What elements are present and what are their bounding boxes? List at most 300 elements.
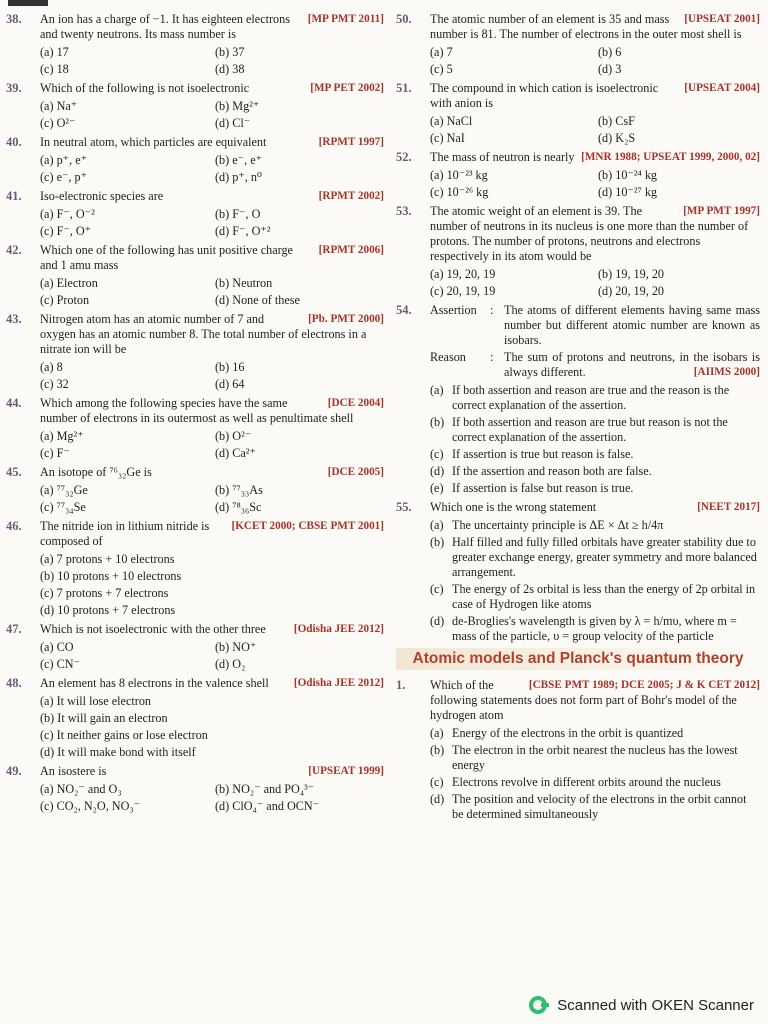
option-label: (a) [40, 45, 54, 59]
option-label: (a) [40, 153, 54, 167]
option-text: If both assertion and reason are true and the reason is the correct explanation of the assertion. [452, 383, 730, 412]
exam-source: [NEET 2017] [697, 501, 760, 513]
option-label: (c) [40, 586, 54, 600]
option-text: e⁻, e⁺ [232, 153, 263, 167]
question-item [6, 396, 384, 461]
option-text: 20, 19, 20 [615, 284, 665, 298]
question-item [6, 622, 384, 672]
option-label: (c) [40, 446, 54, 460]
option-label: (a) [430, 267, 444, 281]
option-text: The position and velocity of the electrons in the orbit cannot be determined simultaneously [452, 792, 747, 821]
question-body: Nitrogen atom has an atomic number of 7 and oxygen has an atomic number 8. The total number of electrons in a nitrate ion will be [40, 312, 367, 356]
option-label: (b) [215, 207, 230, 221]
exam-source: [MP PMT 2011] [307, 13, 384, 25]
option-text: e⁻, p⁺ [56, 170, 88, 184]
option-label: (a) [430, 114, 444, 128]
question-text [40, 81, 384, 96]
option-label: (a) [40, 276, 54, 290]
question-number: 49. [6, 764, 22, 778]
question-item [6, 764, 384, 814]
reason-text [504, 350, 760, 380]
option-item [430, 415, 760, 445]
option-text: p⁺, e⁺ [56, 153, 88, 167]
option-item [430, 535, 760, 580]
options-list [430, 518, 760, 644]
option-item [40, 360, 209, 375]
option-item [40, 728, 384, 743]
watermark-text: Scanned with OKEN Scanner [557, 996, 754, 1014]
option-item [598, 168, 760, 183]
option-label: (c) [40, 293, 54, 307]
question-number: 55. [396, 500, 412, 514]
option-text: Mg²⁺ [232, 99, 260, 113]
options-list [40, 99, 384, 131]
option-label: (c) [40, 500, 54, 514]
option-item [430, 62, 592, 77]
option-text: Electron [56, 276, 98, 290]
option-label: (c) [40, 62, 54, 76]
option-text: 10 protons + 7 electrons [57, 603, 176, 617]
option-text: CO₂, N₂O, NO₃⁻ [56, 799, 141, 813]
options-list [40, 782, 384, 814]
option-label: (b) [40, 711, 55, 725]
option-item [40, 603, 384, 618]
option-text: Ca²⁺ [232, 446, 256, 460]
option-label: (b) [430, 743, 445, 757]
option-label: (d) [430, 614, 445, 628]
colon: : [490, 303, 494, 317]
question-text [430, 204, 760, 264]
exam-source: [RPMT 2002] [318, 190, 384, 202]
option-item [215, 360, 384, 375]
option-text: The energy of 2s orbital is less than the energy of 2p orbital in case of Hydrogen like atoms [452, 582, 756, 611]
option-text: ⁷⁸₃₆Sc [232, 500, 262, 514]
option-item [215, 116, 384, 131]
option-label: (c) [430, 131, 444, 145]
options-list [40, 276, 384, 308]
option-text: 10⁻²⁴ kg [615, 168, 658, 182]
option-item [598, 62, 760, 77]
option-text: 19, 19, 20 [615, 267, 665, 281]
option-label: (c) [40, 116, 54, 130]
option-text: Energy of the electrons in the orbit is quantized [452, 726, 684, 740]
option-label: (c) [430, 582, 444, 596]
option-item [215, 483, 384, 498]
option-label: (b) [430, 535, 445, 549]
question-body: The atomic weight of an element is 39. The number of neutrons in its nucleus is one more than the number of protons. The number of protons, neutrons and electrons respectively in its atom would be [430, 204, 749, 263]
question-item [396, 81, 760, 146]
question-body: Which of the following statements does not form part of Bohr's model of the hydrogen atom [430, 678, 737, 722]
option-text: 10⁻²⁷ kg [615, 185, 658, 199]
question-item [396, 500, 760, 644]
option-label: (a) [40, 782, 54, 796]
option-label: (b) [215, 483, 230, 497]
option-item [215, 446, 384, 461]
question-body: Which one is the wrong statement [430, 500, 597, 514]
option-item [40, 153, 209, 168]
option-label: (a) [40, 360, 54, 374]
question-text [40, 396, 384, 426]
option-label: (a) [40, 429, 54, 443]
question-body: The atomic number of an element is 35 and mass number is 81. The number of electrons in the outer most shell is [430, 12, 742, 41]
option-text: 64 [232, 377, 245, 391]
option-text: The electron in the orbit nearest the nucleus has the lowest energy [452, 743, 738, 772]
option-text: Proton [56, 293, 90, 307]
option-item [215, 153, 384, 168]
option-item [40, 569, 384, 584]
question-text [40, 764, 384, 779]
option-item [430, 464, 760, 479]
option-label: (c) [40, 224, 54, 238]
option-text: F⁻, O [232, 207, 261, 221]
question-item [396, 303, 760, 496]
question-item [396, 678, 760, 822]
exam-source: [UPSEAT 2004] [684, 82, 760, 94]
option-item [40, 170, 209, 185]
option-text: K₂S [615, 131, 636, 145]
option-label: (c) [430, 775, 444, 789]
option-item [215, 207, 384, 222]
option-item [40, 694, 384, 709]
option-text: de-Broglies's wavelength is given by λ = h/mυ, where m = mass of the particle, υ = group velocity of the particle [452, 614, 737, 643]
options-list [40, 429, 384, 461]
option-text: Half filled and fully filled orbitals have greater stability due to greater exchange energy, greater symmetry and more balanced arrangement. [452, 535, 757, 579]
option-label: (b) [215, 276, 230, 290]
option-item [40, 45, 209, 60]
option-item [598, 284, 760, 299]
option-item [215, 293, 384, 308]
question-number: 39. [6, 81, 22, 95]
question-number: 44. [6, 396, 22, 410]
option-label: (b) [215, 153, 230, 167]
option-text: 20, 19, 19 [446, 284, 496, 298]
option-item [40, 657, 209, 672]
option-label: (d) [215, 293, 230, 307]
question-item [6, 519, 384, 618]
option-label: (d) [598, 62, 613, 76]
question-number: 48. [6, 676, 22, 690]
option-label: (d) [40, 745, 55, 759]
option-label: (b) [40, 569, 55, 583]
option-label: (b) [215, 360, 230, 374]
exam-source: [DCE 2005] [327, 466, 384, 478]
section-heading: Atomic models and Planck's quantum theory [396, 648, 760, 670]
question-number: 41. [6, 189, 22, 203]
option-text: 38 [232, 62, 245, 76]
option-text: None of these [232, 293, 300, 307]
question-item [6, 12, 384, 77]
option-text: 19, 20, 19 [446, 267, 496, 281]
question-text [40, 135, 384, 150]
question-body: An isotope of ⁷⁶₃₂Ge is [40, 465, 152, 479]
exam-source: [KCET 2000; CBSE PMT 2001] [231, 520, 384, 532]
question-body: An element has 8 electrons in the valence shell [40, 676, 269, 690]
option-label: (a) [40, 552, 54, 566]
option-label: (d) [215, 446, 230, 460]
option-text: O²⁻ [232, 429, 252, 443]
question-body: The mass of neutron is nearly [430, 150, 575, 164]
question-text [430, 500, 760, 515]
option-text: 10⁻²³ kg [446, 168, 488, 182]
option-label: (e) [430, 481, 444, 495]
option-label: (b) [598, 168, 613, 182]
option-label: (d) [598, 185, 613, 199]
options-list [40, 360, 384, 392]
exam-source: [Odisha JEE 2012] [293, 677, 384, 689]
exam-source: [UPSEAT 2001] [684, 13, 760, 25]
option-item [40, 446, 209, 461]
page-top-strip [8, 0, 48, 6]
question-item [6, 465, 384, 515]
option-item [215, 782, 384, 797]
option-item [40, 224, 209, 239]
option-text: F⁻ [56, 446, 70, 460]
option-item [40, 640, 209, 655]
option-label: (a) [40, 694, 54, 708]
option-item [215, 170, 384, 185]
right-column [396, 12, 760, 826]
reason-label: Reason [430, 350, 466, 364]
exam-source: [MP PET 2002] [310, 82, 384, 94]
option-text: 6 [615, 45, 622, 59]
option-label: (a) [430, 45, 444, 59]
option-text: 7 protons + 7 electrons [56, 586, 169, 600]
option-label: (d) [215, 799, 230, 813]
option-item [430, 775, 760, 790]
option-label: (b) [215, 782, 230, 796]
option-text: CN⁻ [56, 657, 80, 671]
option-item [40, 429, 209, 444]
option-label: (b) [598, 45, 613, 59]
option-text: Electrons revolve in different orbits around the nucleus [452, 775, 721, 789]
option-item [40, 782, 209, 797]
option-text: F⁻, O⁺ [56, 224, 92, 238]
options-list [430, 114, 760, 146]
assertion-row [430, 303, 760, 348]
option-label: (c) [430, 447, 444, 461]
option-label: (d) [430, 792, 445, 806]
option-text: It will make bond with itself [57, 745, 196, 759]
question-number: 42. [6, 243, 22, 257]
option-label: (c) [40, 657, 54, 671]
assertion-label: Assertion [430, 303, 477, 317]
option-item [215, 640, 384, 655]
options-list [430, 726, 760, 822]
option-item [40, 586, 384, 601]
option-text: 7 protons + 10 electrons [56, 552, 175, 566]
option-label: (d) [598, 131, 613, 145]
option-text: O₂ [232, 657, 246, 671]
option-item [215, 99, 384, 114]
option-item [40, 483, 209, 498]
option-item [215, 377, 384, 392]
option-text: Neutron [232, 276, 273, 290]
option-item [430, 114, 592, 129]
option-item [40, 293, 209, 308]
option-item [430, 45, 592, 60]
question-text [40, 189, 384, 204]
option-label: (c) [430, 185, 444, 199]
question-item [6, 676, 384, 760]
exam-source: [Pb. PMT 2000] [308, 313, 384, 325]
option-text: It will gain an electron [57, 711, 168, 725]
option-text: It neither gains or lose electron [56, 728, 208, 742]
option-text: NO₂⁻ and O₃ [56, 782, 122, 796]
options-list [40, 552, 384, 618]
option-label: (d) [40, 603, 55, 617]
option-item [598, 185, 760, 200]
option-item [598, 131, 760, 146]
option-item [215, 276, 384, 291]
question-number: 47. [6, 622, 22, 636]
option-label: (c) [430, 284, 444, 298]
option-label: (d) [215, 62, 230, 76]
option-label: (d) [430, 464, 445, 478]
option-item [40, 377, 209, 392]
option-item [40, 500, 209, 515]
option-text: p⁺, n⁰ [232, 170, 262, 184]
question-body: Iso-electronic species are [40, 189, 164, 203]
options-list [430, 45, 760, 77]
colon: : [490, 350, 494, 364]
option-text: 3 [615, 62, 622, 76]
question-body: An isostere is [40, 764, 107, 778]
option-text: 17 [56, 45, 69, 59]
option-label: (a) [430, 518, 444, 532]
question-text [430, 150, 760, 165]
option-label: (b) [430, 415, 445, 429]
question-item [6, 243, 384, 308]
exam-source: [RPMT 1997] [318, 136, 384, 148]
question-text [40, 519, 384, 549]
options-list [430, 267, 760, 299]
option-label: (b) [215, 640, 230, 654]
option-item [40, 745, 384, 760]
question-item [6, 81, 384, 131]
question-item [6, 312, 384, 392]
option-item [430, 726, 760, 741]
question-body: Which is not isoelectronic with the other three [40, 622, 266, 636]
exam-source: [AIIMS 2000] [693, 366, 760, 378]
option-item [215, 657, 384, 672]
question-text [430, 678, 760, 723]
option-item [430, 168, 592, 183]
option-item [430, 284, 592, 299]
option-label: (d) [215, 377, 230, 391]
exam-source: [RPMT 2006] [318, 244, 384, 256]
option-label: (d) [215, 116, 230, 130]
question-number: 46. [6, 519, 22, 533]
options-list [430, 383, 760, 496]
question-text [430, 81, 760, 111]
option-item [215, 224, 384, 239]
question-number: 1. [396, 678, 406, 692]
option-label: (a) [40, 483, 54, 497]
question-number: 40. [6, 135, 22, 149]
option-text: ⁷⁷₃₂Ge [56, 483, 88, 497]
option-text: If the assertion and reason both are false. [452, 464, 652, 478]
option-label: (d) [215, 224, 230, 238]
question-text [40, 622, 384, 637]
option-label: (a) [430, 168, 444, 182]
exam-source: [DCE 2004] [327, 397, 384, 409]
question-body: Which among the following species have the same number of electrons in its outermost as well as penultimate shell [40, 396, 354, 425]
option-text: Mg²⁺ [56, 429, 84, 443]
option-text: 8 [56, 360, 63, 374]
option-item [430, 185, 592, 200]
option-label: (a) [40, 99, 54, 113]
question-number: 52. [396, 150, 412, 164]
option-text: It will lose electron [56, 694, 152, 708]
question-item [396, 150, 760, 200]
option-text: NO₂⁻ and PO₄³⁻ [232, 782, 315, 796]
oken-logo-icon [529, 996, 547, 1014]
question-number: 54. [396, 303, 412, 317]
option-text: If assertion is true but reason is false. [452, 447, 634, 461]
assertion-text: The atoms of different elements having same mass number but different atomic number are known as isobars. [504, 303, 760, 347]
option-label: (a) [40, 207, 54, 221]
option-text: NaCl [446, 114, 473, 128]
option-item [215, 799, 384, 814]
option-label: (c) [430, 62, 444, 76]
question-text [40, 312, 384, 357]
question-body: Which of the following is not isoelectronic [40, 81, 250, 95]
option-item [430, 792, 760, 822]
reason-body: The sum of protons and neutrons, in the isobars is always different. [504, 350, 760, 379]
option-label: (b) [598, 267, 613, 281]
option-item [215, 62, 384, 77]
option-label: (b) [215, 99, 230, 113]
option-item [430, 267, 592, 282]
option-text: If both assertion and reason are true but reason is not the correct explanation of the assertion. [452, 415, 728, 444]
option-label: (b) [598, 114, 613, 128]
question-text [40, 676, 384, 691]
option-label: (d) [215, 170, 230, 184]
option-item [598, 267, 760, 282]
question-body: In neutral atom, which particles are equivalent [40, 135, 267, 149]
option-text: 10⁻²⁶ kg [446, 185, 489, 199]
option-text: ⁷⁷₃₃As [232, 483, 263, 497]
option-text: NaI [446, 131, 465, 145]
option-text: 5 [446, 62, 453, 76]
exam-source: [UPSEAT 1999] [308, 765, 384, 777]
option-item [40, 552, 384, 567]
option-label: (d) [598, 284, 613, 298]
option-text: 10 protons + 10 electrons [57, 569, 182, 583]
option-text: ⁷⁷₃₄Se [56, 500, 86, 514]
question-body: The nitride ion in lithium nitride is composed of [40, 519, 210, 548]
option-label: (d) [215, 657, 230, 671]
exam-source: [Odisha JEE 2012] [293, 623, 384, 635]
option-text: Cl⁻ [232, 116, 251, 130]
question-number: 50. [396, 12, 412, 26]
option-label: (a) [40, 640, 54, 654]
question-text [430, 12, 760, 42]
option-label: (b) [215, 45, 230, 59]
reason-row [430, 350, 760, 380]
exam-source: [CBSE PMT 1989; DCE 2005; J & K CET 2012] [528, 679, 760, 691]
question-text [40, 12, 384, 42]
option-item [430, 383, 760, 413]
option-label: (c) [40, 170, 54, 184]
options-list [40, 640, 384, 672]
option-item [430, 614, 760, 644]
option-item [430, 518, 760, 533]
option-item [215, 500, 384, 515]
option-text: F⁻, O⁻² [56, 207, 95, 221]
exam-source: [MNR 1988; UPSEAT 1999, 2000, 02] [581, 151, 760, 163]
option-text: The uncertainty principle is ΔE × Δt ≥ h/4π [452, 518, 664, 532]
